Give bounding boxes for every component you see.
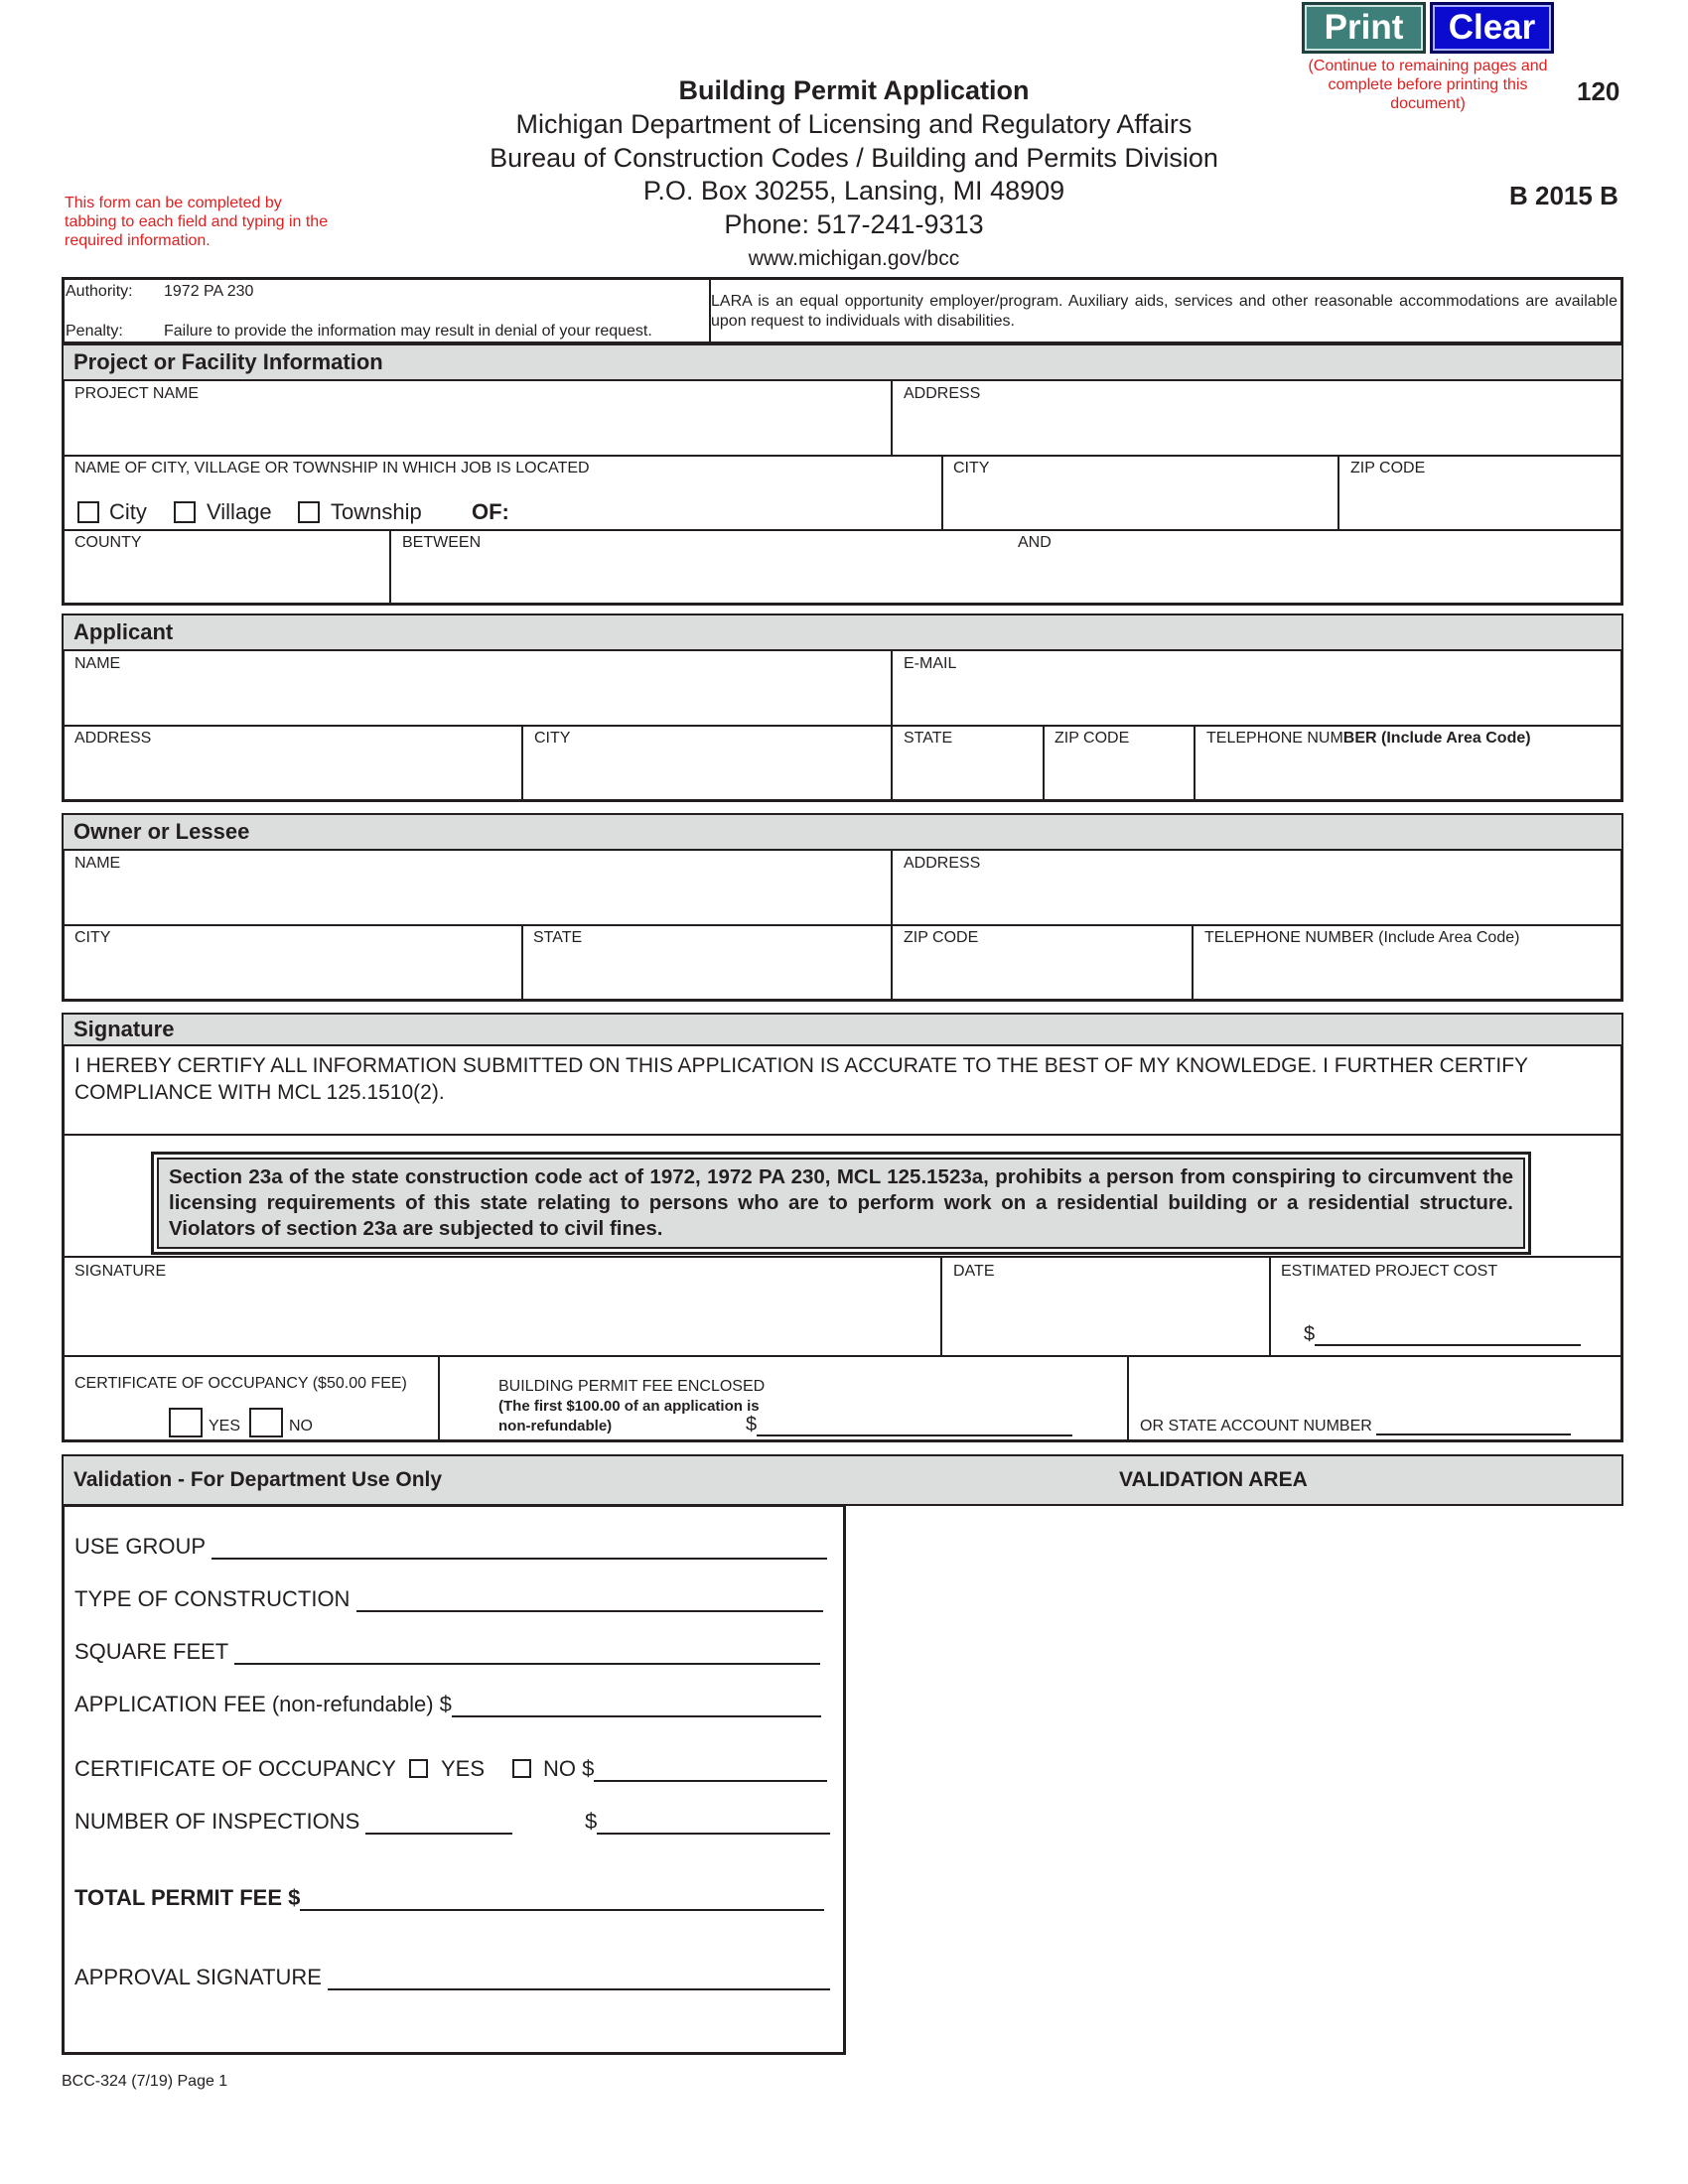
- phone-number: Phone: 517-241-9313: [724, 209, 984, 239]
- applicant-city-label: CITY: [534, 730, 571, 747]
- township-checkbox[interactable]: [298, 501, 320, 523]
- inspections-count-field[interactable]: [365, 1811, 512, 1835]
- project-section-heading: Project or Facility Information: [64, 345, 1621, 381]
- estimated-cost-field[interactable]: [1315, 1322, 1581, 1346]
- penalty-value: Failure to provide the information may result in denial of your request.: [164, 323, 652, 340]
- validation-section-heading: Validation - For Department Use Only: [64, 1456, 1621, 1504]
- jurisdiction-field[interactable]: [521, 494, 933, 526]
- cert-occupancy-fee-field[interactable]: [594, 1758, 827, 1782]
- date-label: DATE: [953, 1263, 995, 1280]
- bureau-name: Bureau of Construction Codes / Building and Permits Division: [490, 143, 1218, 173]
- form-title: Building Permit Application: [678, 75, 1030, 105]
- cert-occupancy-no-label: NO: [289, 1418, 313, 1434]
- cert-occupancy-no-checkbox[interactable]: [249, 1408, 283, 1437]
- county-label: COUNTY: [74, 534, 142, 551]
- section-23a-text: Section 23a of the state construction code act of 1972, 1972 PA 230, MCL 125.1523a, prohibits a person from conspiring to circumvent the licensing requirements of this state relating to persons who are to perform work on a residential building or a residential structure. Violators of section 23a are subjected to civil fines.: [157, 1158, 1525, 1249]
- owner-phone-field[interactable]: [1196, 949, 1620, 999]
- print-button[interactable]: Print: [1302, 2, 1426, 54]
- fee-note-line-1: (The first $100.00 of an application is: [498, 1398, 760, 1415]
- validation-no-checkbox[interactable]: [512, 1759, 531, 1778]
- fee-enclosed-field[interactable]: [757, 1413, 1072, 1436]
- approval-signature-field[interactable]: [328, 1967, 830, 1990]
- applicant-email-field[interactable]: [896, 675, 1620, 723]
- between-field[interactable]: [395, 554, 1011, 602]
- estimated-cost-dollar: $: [1304, 1322, 1581, 1346]
- owner-address-field[interactable]: [896, 875, 1620, 922]
- use-group-row: USE GROUP: [74, 1534, 827, 1560]
- project-zip-label: ZIP CODE: [1350, 460, 1426, 477]
- applicant-zip-label: ZIP CODE: [1055, 730, 1130, 747]
- applicant-state-label: STATE: [904, 730, 953, 747]
- authority-label: Authority:: [66, 283, 133, 300]
- applicant-name-label: NAME: [74, 655, 121, 672]
- validation-yes-label: YES: [441, 1756, 486, 1781]
- applicant-address-label: ADDRESS: [74, 730, 152, 747]
- print-note: (Continue to remaining pages and complete before printing this document): [1308, 58, 1548, 112]
- applicant-address-field[interactable]: [66, 750, 518, 799]
- owner-address-label: ADDRESS: [904, 855, 981, 872]
- form-code: B 2015 B: [1509, 181, 1618, 210]
- validation-area-label: VALIDATION AREA: [1119, 1468, 1308, 1491]
- applicant-state-field[interactable]: [896, 750, 1040, 799]
- total-fee-row: TOTAL PERMIT FEE $: [74, 1885, 824, 1911]
- cert-occupancy-validation-row: CERTIFICATE OF OCCUPANCY: [74, 1756, 396, 1781]
- owner-zip-label: ZIP CODE: [904, 929, 979, 946]
- project-name-field[interactable]: [66, 405, 888, 453]
- state-account-label: OR STATE ACCOUNT NUMBER: [1140, 1418, 1571, 1435]
- fee-note-line-2: non-refundable): [498, 1418, 613, 1434]
- signature-section-heading: Signature: [64, 1015, 1621, 1046]
- inspections-fee-field[interactable]: [597, 1811, 830, 1835]
- application-fee-row: APPLICATION FEE (non-refundable) $: [74, 1692, 821, 1717]
- applicant-zip-field[interactable]: [1048, 750, 1192, 799]
- village-checkbox[interactable]: [174, 501, 196, 523]
- clear-button[interactable]: Clear: [1430, 2, 1554, 54]
- owner-state-field[interactable]: [526, 949, 888, 999]
- owner-name-label: NAME: [74, 855, 121, 872]
- project-name-label: PROJECT NAME: [74, 385, 200, 402]
- fee-enclosed-dollar: $: [746, 1413, 1072, 1436]
- applicant-phone-field[interactable]: [1198, 750, 1620, 799]
- of-label: OF:: [472, 499, 509, 524]
- township-option-label: Township: [331, 499, 422, 524]
- authority-value: 1972 PA 230: [164, 283, 254, 300]
- applicant-city-field[interactable]: [526, 750, 888, 799]
- applicant-phone-label: TELEPHONE NUMBER (Include Area Code): [1206, 730, 1531, 747]
- inspections-row: NUMBER OF INSPECTIONS: [74, 1809, 512, 1835]
- total-fee-field[interactable]: [300, 1887, 824, 1911]
- department-name: Michigan Department of Licensing and Regulatory Affairs: [515, 109, 1193, 139]
- mailing-address: P.O. Box 30255, Lansing, MI 48909: [642, 176, 1065, 205]
- applicant-name-field[interactable]: [66, 675, 888, 723]
- jurisdiction-label: NAME OF CITY, VILLAGE OR TOWNSHIP IN WHICH JOB IS LOCATED: [74, 460, 590, 477]
- website: www.michigan.gov/bcc: [748, 247, 960, 270]
- project-city-label: CITY: [953, 460, 990, 477]
- owner-zip-field[interactable]: [896, 949, 1189, 999]
- use-group-field[interactable]: [211, 1536, 827, 1560]
- validation-no-row: NO $: [543, 1756, 827, 1782]
- owner-name-field[interactable]: [66, 875, 888, 922]
- state-account-field[interactable]: [1376, 1418, 1571, 1435]
- between-label: BETWEEN: [402, 534, 482, 551]
- and-field[interactable]: [1018, 554, 1618, 602]
- approval-signature-row: APPROVAL SIGNATURE: [74, 1965, 830, 1990]
- county-field[interactable]: [66, 554, 385, 602]
- project-zip-field[interactable]: [1342, 479, 1620, 527]
- form-footer: BCC-324 (7/19) Page 1: [62, 2073, 228, 2090]
- fill-note: This form can be completed by tabbing to each field and typing in the required information.: [65, 195, 329, 249]
- square-feet-row: SQUARE FEET: [74, 1639, 820, 1665]
- signature-label: SIGNATURE: [74, 1263, 167, 1280]
- validation-yes-checkbox[interactable]: [409, 1759, 428, 1778]
- inspections-fee-row: $: [585, 1809, 830, 1835]
- signature-field[interactable]: [66, 1283, 937, 1352]
- form-number-top: 120: [1577, 76, 1620, 106]
- applicant-email-label: E-MAIL: [904, 655, 957, 672]
- estimated-cost-label: ESTIMATED PROJECT COST: [1281, 1263, 1498, 1280]
- section-23a-box: [151, 1152, 1531, 1255]
- village-option-label: Village: [207, 499, 272, 524]
- owner-phone-label: TELEPHONE NUMBER (Include Area Code): [1204, 929, 1520, 946]
- owner-state-label: STATE: [533, 929, 583, 946]
- owner-city-label: CITY: [74, 929, 111, 946]
- project-address-label: ADDRESS: [904, 385, 981, 402]
- owner-city-field[interactable]: [66, 949, 518, 999]
- owner-section-heading: Owner or Lessee: [64, 815, 1621, 851]
- eeo-statement: LARA is an equal opportunity employer/program. Auxiliary aids, services and other reasonable accommodations are available upon request to individuals with disabilities.: [711, 293, 1618, 330]
- cert-occupancy-yes-checkbox[interactable]: [169, 1408, 203, 1437]
- fee-enclosed-label: BUILDING PERMIT FEE ENCLOSED: [498, 1378, 766, 1395]
- application-fee-field[interactable]: [452, 1694, 821, 1717]
- type-construction-field[interactable]: [356, 1588, 823, 1612]
- city-checkbox[interactable]: [77, 501, 99, 523]
- square-feet-field[interactable]: [234, 1641, 820, 1665]
- project-city-field[interactable]: [945, 479, 1333, 527]
- cert-occupancy-label: CERTIFICATE OF OCCUPANCY ($50.00 FEE): [74, 1375, 407, 1392]
- and-label: AND: [1018, 534, 1052, 551]
- project-address-field[interactable]: [896, 405, 1620, 453]
- penalty-label: Penalty:: [66, 323, 123, 340]
- date-field[interactable]: [945, 1283, 1266, 1352]
- type-construction-row: TYPE OF CONSTRUCTION: [74, 1586, 823, 1612]
- city-option-label: City: [109, 499, 147, 524]
- cert-occupancy-yes-label: YES: [209, 1418, 241, 1434]
- applicant-section-heading: Applicant: [64, 615, 1621, 651]
- certify-statement: I HEREBY CERTIFY ALL INFORMATION SUBMITTED ON THIS APPLICATION IS ACCURATE TO THE BEST OF MY KNOWLEDGE. I FURTHER CERTIFY COMPLIANCE WITH MCL 125.1510(2).: [74, 1054, 1528, 1104]
